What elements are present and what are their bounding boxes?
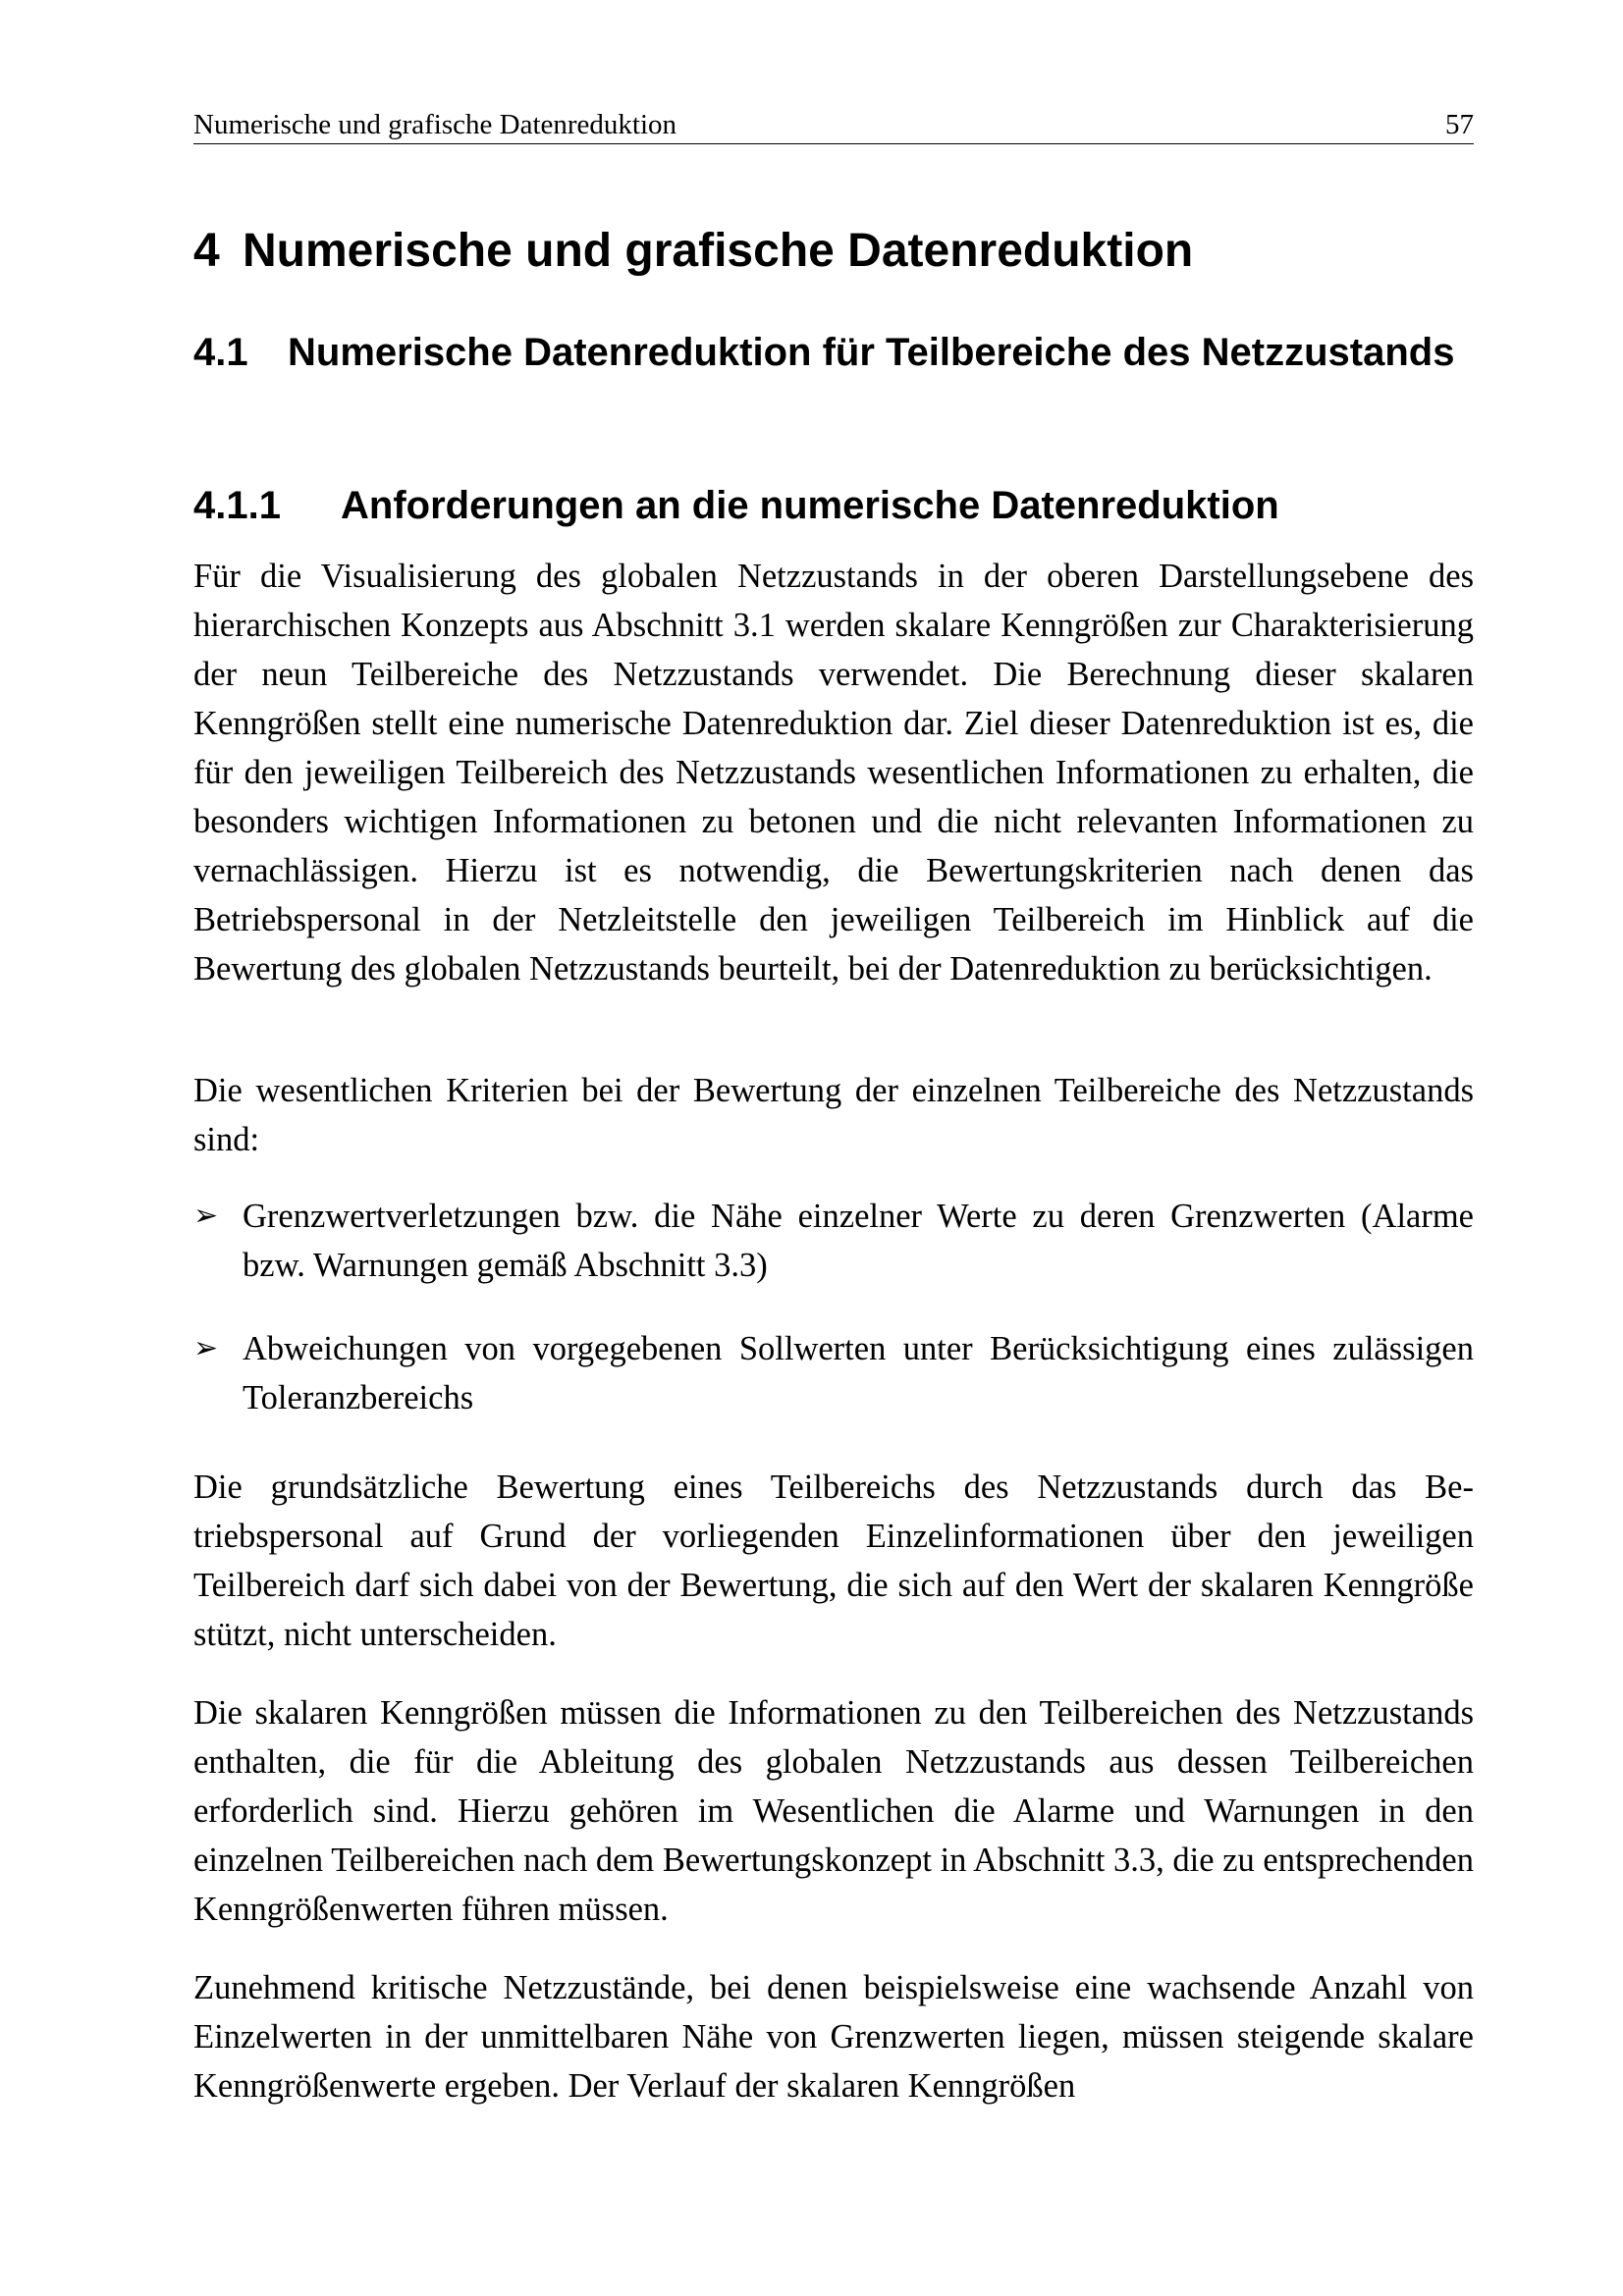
- paragraph: Die grundsätzliche Bewertung eines Teilbereichs des Netzzustands durch das Betriebspersonal auf Grund der vorliegenden Einzelinformationen über den jeweiligen Teilbereich darf sich dabei von der Bewertung, die sich auf den Wert der skalaren Kenngröße stützt, nicht unterscheiden.: [193, 1468, 1474, 1653]
- arrow-bullet-icon: ➢: [193, 1332, 219, 1364]
- subsection-number: 4.1.1: [193, 484, 281, 527]
- chapter-number: 4: [193, 225, 220, 277]
- section-number: 4.1: [193, 331, 248, 374]
- running-header: [193, 108, 1474, 144]
- chapter-title: Numerische und grafische Datenreduktion: [243, 225, 1194, 277]
- arrow-bullet-icon: ➢: [193, 1200, 219, 1232]
- section-title: Numerische Datenreduktion für Teilbereiche des Netzzustands: [288, 331, 1455, 374]
- running-header-title: Numerische und grafische Datenreduktion: [193, 109, 677, 140]
- paragraph: Die wesentlichen Kriterien bei der Bewertung der einzelnen Teilbereiche des Netzzustands sind:: [193, 1072, 1474, 1158]
- paragraph: Die skalaren Kenngrößen müssen die Informationen zu den Teilbereichen des Netzzustands enthalten, die für die Ableitung des globalen Netzzustands aus dessen Teilbereichen erforderlich sind. Hierzu gehören im Wesentlichen die Alarme und Warnungen in den einzelnen Teilbereichen nach dem Bewertungskonzept in Abschnitt 3.3, die zu entsprechenden Kenngrößenwerten führen müssen.: [193, 1694, 1474, 1928]
- chapter-heading: [193, 222, 1193, 281]
- page-number: 57: [1445, 109, 1474, 140]
- list-item-text: Grenzwertverletzungen bzw. die Nähe einzelner Werte zu deren Grenzwerten (Alarme bzw. Warnungen gemäß Abschnitt 3.3): [243, 1198, 1474, 1284]
- subsection-title: Anforderungen an die numerische Datenreduktion: [341, 484, 1279, 527]
- paragraph: Für die Visualisierung des globalen Netzzustands in der oberen Darstellungsebene des hierarchischen Konzepts aus Abschnitt 3.1 werden skalare Kenngrößen zur Charakterisierung der neun Teilbereiche des Netzzustands verwendet. Die Berechnung dieser skalaren Kenngrößen stellt eine numerische Datenreduktion dar. Ziel dieser Datenreduktion ist es, die für den jeweiligen Teilbereich des Netzzustands wesentlichen Informationen zu erhalten, die besonders wichtigen Informationen zu betonen und die nicht relevanten Informationen zu vernachlässigen. Hierzu ist es notwendig, die Bewertungskriterien nach denen das Betriebspersonal in der Netzleitstelle den jeweiligen Teilbereich im Hinblick auf die Bewertung des globalen Netzzustands beurteilt, bei der Datenreduktion zu berücksichtigen.: [193, 558, 1474, 988]
- paragraph: Zunehmend kritische Netzzustände, bei denen beispielsweise eine wachsende Anzahl von Einzelwerten in der unmittelbaren Nähe von Grenzwerten liegen, müssen steigende skalare Kenngrößenwerte ergeben. Der Verlauf der skalaren Kenngrößen: [193, 1969, 1474, 2105]
- list-item-text: Abweichungen von vorgegebenen Sollwerten unter Berücksichtigung eines zulässigen Toleranzbereichs: [243, 1330, 1474, 1416]
